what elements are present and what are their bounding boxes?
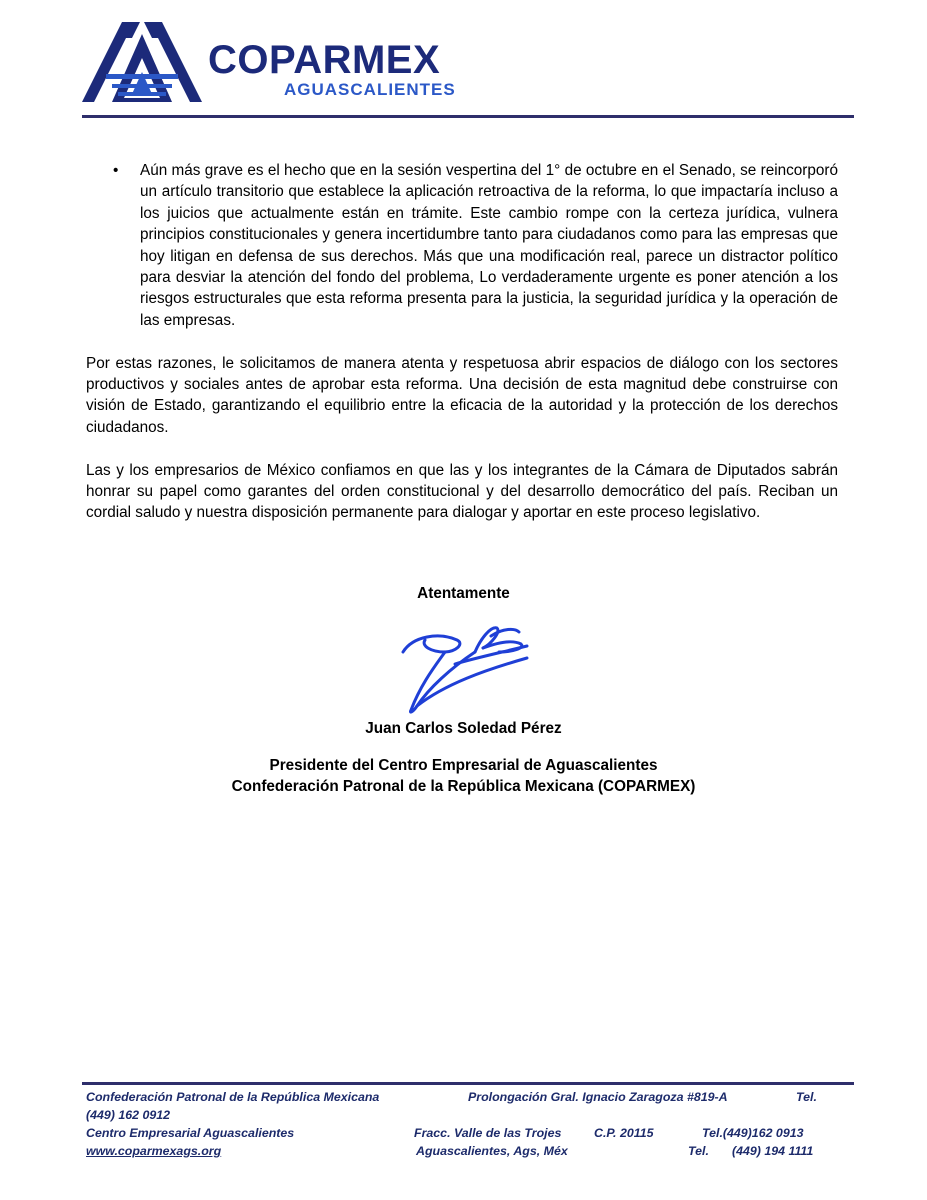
- footer-tel-label-1: Tel.: [796, 1090, 817, 1104]
- footer-website-link[interactable]: www.coparmexags.org: [86, 1144, 222, 1158]
- handwritten-signature-icon: [395, 618, 535, 718]
- signer-name: Juan Carlos Soledad Pérez: [365, 720, 562, 737]
- letterhead: [82, 14, 862, 114]
- footer-tel-3: (449) 194 1111: [732, 1144, 814, 1158]
- letter-body: [86, 160, 838, 524]
- footer-city: Aguascalientes, Ags, Méx: [416, 1144, 568, 1158]
- coparmex-logo-icon: [82, 14, 202, 106]
- header-divider: [82, 115, 854, 118]
- bullet-icon: •: [113, 162, 119, 179]
- paragraph-closing: Las y los empresarios de México confiamos en que las y los integrantes de la Cámara de Diputados sabrán honrar su papel como garantes del orden constitucional y del desarrollo democrático del país. Reciban un cordial saludo y nuestra disposición permanente para dialogar y aportar en este proceso legislativo.: [86, 461, 838, 522]
- footer-org-name: Confederación Patronal de la República Mexicana: [86, 1090, 380, 1104]
- brand-name: COPARMEX: [208, 38, 441, 82]
- brand: [208, 38, 456, 99]
- paragraph-request: Por estas razones, le solicitamos de manera atenta y respetuosa abrir espacios de diálogo con los sectores productivos y sociales antes de aprobar esta reforma. Una decisión de esta magnitud debe construirse con visión de Estado, garantizando el equilibrio entre la eficacia de la autoridad y la protección de los derechos ciudadanos.: [86, 354, 838, 436]
- bullet-paragraph: Aún más grave es el hecho que en la sesión vespertina del 1° de octubre en el Senado, se reincorporó un artículo transitorio que establece la aplicación retroactiva de la reforma, lo que impactaría incluso a los juicios que actualmente están en trámite. Este cambio rompe con la certeza jurídica, vulnera principios constitucionales y genera incertidumbre tanto para ciudadanos como para las empresas que hoy litigan en defensa de sus derechos. Más que una modificación real, parece un distractor político para desviar la atención del fondo del problema, Lo verdaderamente urgente es poner atención a los riesgos estructurales que esta reforma presenta para la justicia, la seguridad jurídica y la operación de las empresas.: [140, 162, 838, 329]
- footer-address-2: Fracc. Valle de las Trojes: [414, 1126, 562, 1140]
- brand-subtitle: AGUASCALIENTES: [284, 80, 456, 99]
- signer-title-1: Presidente del Centro Empresarial de Aguascalientes: [269, 757, 658, 774]
- footer-tel-label-3: Tel.: [688, 1144, 709, 1158]
- footer-divider: [82, 1082, 854, 1085]
- footer-tel-1: (449) 162 0912: [86, 1108, 171, 1122]
- bullet-item: [86, 160, 838, 331]
- footer-tel-2: Tel.(449)162 0913: [702, 1126, 804, 1140]
- footer-address-1: Prolongación Gral. Ignacio Zaragoza #819-A: [468, 1090, 728, 1104]
- footer-center-name: Centro Empresarial Aguascalientes: [86, 1126, 295, 1140]
- footer-postal-code: C.P. 20115: [594, 1126, 654, 1140]
- salutation: Atentamente: [417, 585, 510, 602]
- signer-title-2: Confederación Patronal de la República Mexicana (COPARMEX): [231, 778, 696, 795]
